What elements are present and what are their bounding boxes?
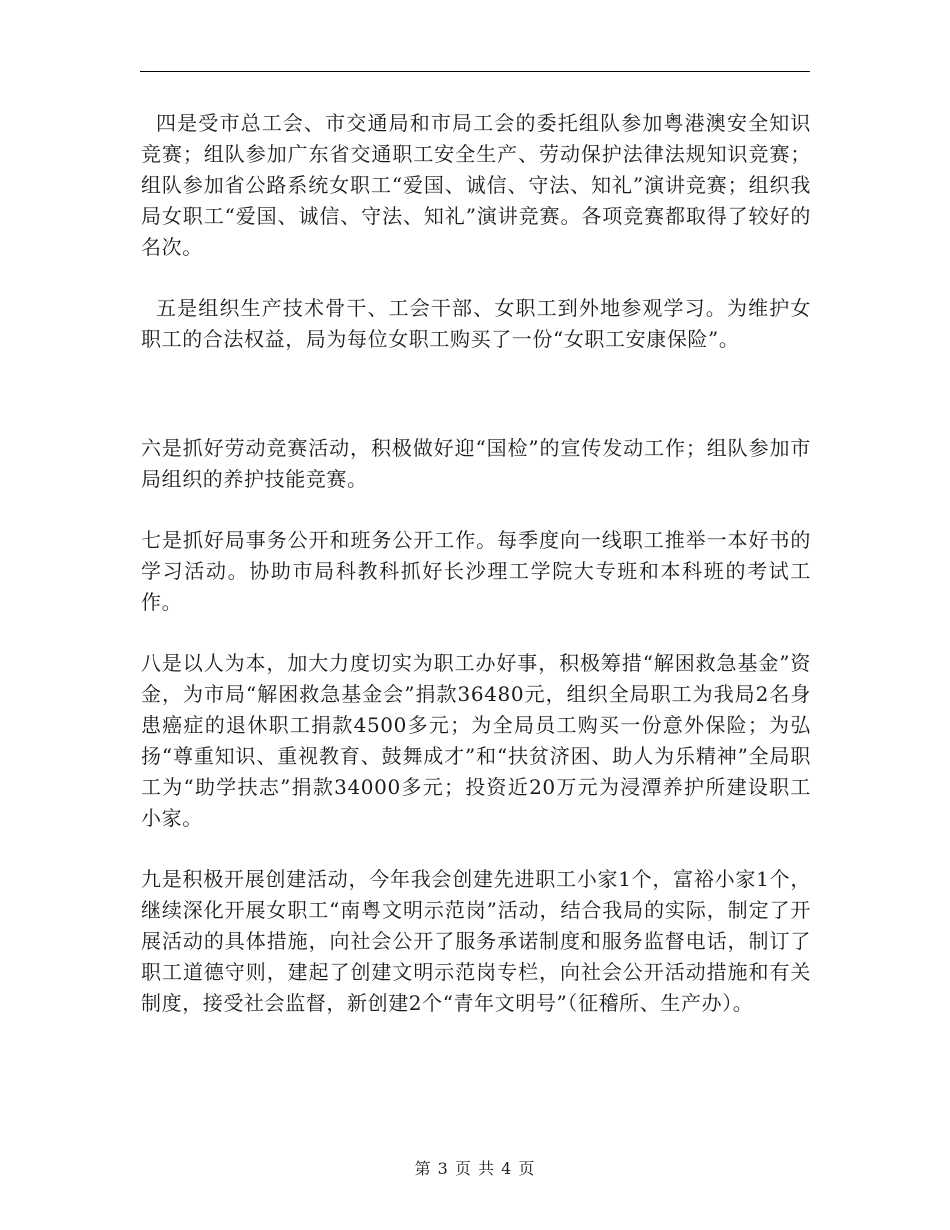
header-rule (140, 71, 810, 72)
page-number-footer: 第 3 页 共 4 页 (414, 1159, 536, 1178)
paragraph-8: 八是以人为本，加大力度切实为职工办好事，积极筹措“解困救急基金”资金，为市局“解困救急基金会”捐款36480元，组织全局职工为我局2名身患癌症的退休职工捐款4500多元；为全局员工购买一份意外保险；为弘扬“尊重知识、重视教育、鼓舞成才”和“扶贫济困、助人为乐精神”全局职工为“助学扶志”捐款34000多元；投资近20万元为浸潭养护所建设职工小家。 (141, 651, 811, 830)
paragraph-4: 四是受市总工会、市交通局和市局工会的委托组队参加粤港澳安全知识竞赛；组队参加广东省交通职工安全生产、劳动保护法律法规知识竞赛；组队参加省公路系统女职工“爱国、诚信、守法、知礼”演讲竞赛；组织我局女职工“爱国、诚信、守法、知礼”演讲竞赛。各项竞赛都取得了较好的名次。 (141, 111, 811, 259)
document-body (141, 108, 811, 1019)
paragraph-7: 七是抓好局事务公开和班务公开工作。每季度向一线职工推举一本好书的学习活动。协助市局科教科抓好长沙理工学院大专班和本科班的考试工作。 (141, 528, 811, 614)
paragraph-6: 六是抓好劳动竞赛活动，积极做好迎“国检”的宣传发动工作；组队参加市局组织的养护技能竞赛。 (141, 436, 811, 491)
paragraph-9: 九是积极开展创建活动，今年我会创建先进职工小家1个，富裕小家1个，继续深化开展女职工“南粤文明示范岗”活动，结合我局的实际，制定了开展活动的具体措施，向社会公开了服务承诺制度和服务监督电话，制订了职工道德守则，建起了创建文明示范岗专栏，向社会公开活动措施和有关制度，接受社会监督，新创建2个“青年文明号”（征稽所、生产办）。 (141, 867, 811, 1015)
paragraph-5: 五是组织生产技术骨干、工会干部、女职工到外地参观学习。为维护女职工的合法权益，局为每位女职工购买了一份“女职工安康保险”。 (141, 296, 811, 351)
